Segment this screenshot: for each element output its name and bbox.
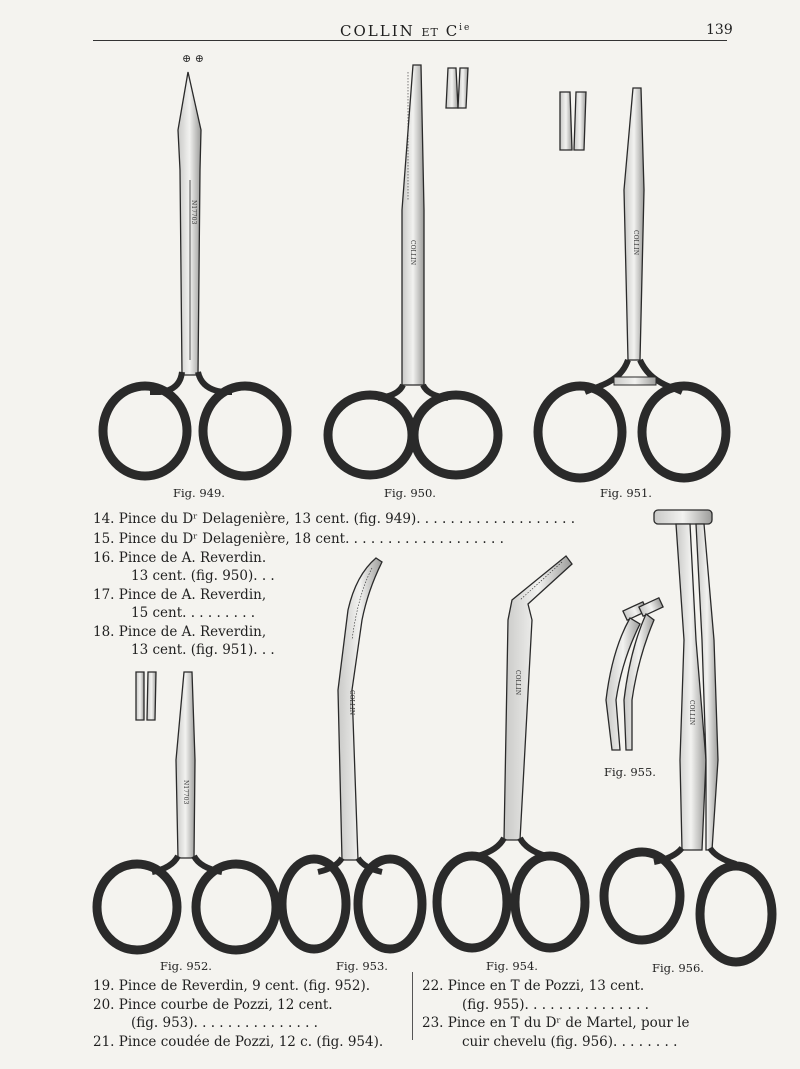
svg-text:N17703: N17703 xyxy=(182,780,189,805)
header-et: ET xyxy=(421,26,439,39)
forceps-949-illustration xyxy=(103,52,287,476)
catalog-entry-18: 18. Pince de A. Reverdin, xyxy=(93,624,267,640)
brand-name: COLLIN xyxy=(340,22,415,40)
svg-text:COLLIN: COLLIN xyxy=(348,690,355,716)
catalog-entry-22: 22. Pince en T de Pozzi, 13 cent. xyxy=(422,978,645,994)
catalog-entry-17-cont: 15 cent. . . . . . . . . xyxy=(131,605,256,621)
svg-text:COLLIN: COLLIN xyxy=(409,240,416,266)
svg-text:COLLIN: COLLIN xyxy=(632,230,639,256)
catalog-entry-14: 14. Pince du Dʳ Delagenière, 13 cent. (fig. 949). . . . . . . . . . . . . . . . . . . xyxy=(93,511,575,527)
header-company: C xyxy=(445,22,460,40)
caption-fig-951: Fig. 951. xyxy=(600,486,652,500)
caption-fig-956: Fig. 956. xyxy=(652,961,704,975)
catalog-entry-18-cont: 13 cent. (fig. 951). . . xyxy=(131,642,275,658)
catalog-entry-20: 20. Pince courbe de Pozzi, 12 cent. xyxy=(93,997,333,1013)
caption-fig-949: Fig. 949. xyxy=(173,486,225,500)
catalog-entry-15: 15. Pince du Dʳ Delagenière, 18 cent. . . . . . . . . . . . . . . . . . . xyxy=(93,531,504,547)
catalog-entry-23-cont: cuir chevelu (fig. 956). . . . . . . . xyxy=(462,1034,678,1050)
catalog-entry-21: 21. Pince coudée de Pozzi, 12 c. (fig. 954). xyxy=(93,1034,384,1050)
forceps-951-illustration xyxy=(538,88,726,478)
maker-mark-icon: ⊕ ⊕ xyxy=(182,52,204,65)
forceps-955-illustration xyxy=(606,598,663,750)
header-company-sup: ie xyxy=(459,23,472,33)
forceps-953-illustration xyxy=(282,558,422,949)
catalog-entry-17: 17. Pince de A. Reverdin, xyxy=(93,587,267,603)
caption-fig-954: Fig. 954. xyxy=(486,959,538,973)
catalog-entry-23: 23. Pince en T du Dʳ de Martel, pour le xyxy=(422,1015,690,1031)
caption-fig-952: Fig. 952. xyxy=(160,959,212,973)
caption-fig-950: Fig. 950. xyxy=(384,486,436,500)
catalog-entry-16: 16. Pince de A. Reverdin. xyxy=(93,550,267,566)
catalog-entry-20-cont: (fig. 953). . . . . . . . . . . . . . . xyxy=(131,1015,318,1031)
caption-fig-953: Fig. 953. xyxy=(336,959,388,973)
svg-text:COLLIN: COLLIN xyxy=(688,700,695,726)
caption-fig-955: Fig. 955. xyxy=(604,765,656,779)
column-divider xyxy=(412,972,413,1040)
page-number: 139 xyxy=(706,22,733,38)
catalog-entry-16-cont: 13 cent. (fig. 950). . . xyxy=(131,568,275,584)
catalog-entry-22-cont: (fig. 955). . . . . . . . . . . . . . . xyxy=(462,997,649,1013)
svg-text:N17703: N17703 xyxy=(190,200,197,225)
catalog-entry-19: 19. Pince de Reverdin, 9 cent. (fig. 952). xyxy=(93,978,371,994)
forceps-954-illustration xyxy=(437,556,585,948)
forceps-952-illustration xyxy=(97,672,276,950)
forceps-950-illustration xyxy=(328,65,498,475)
svg-text:COLLIN: COLLIN xyxy=(514,670,521,696)
